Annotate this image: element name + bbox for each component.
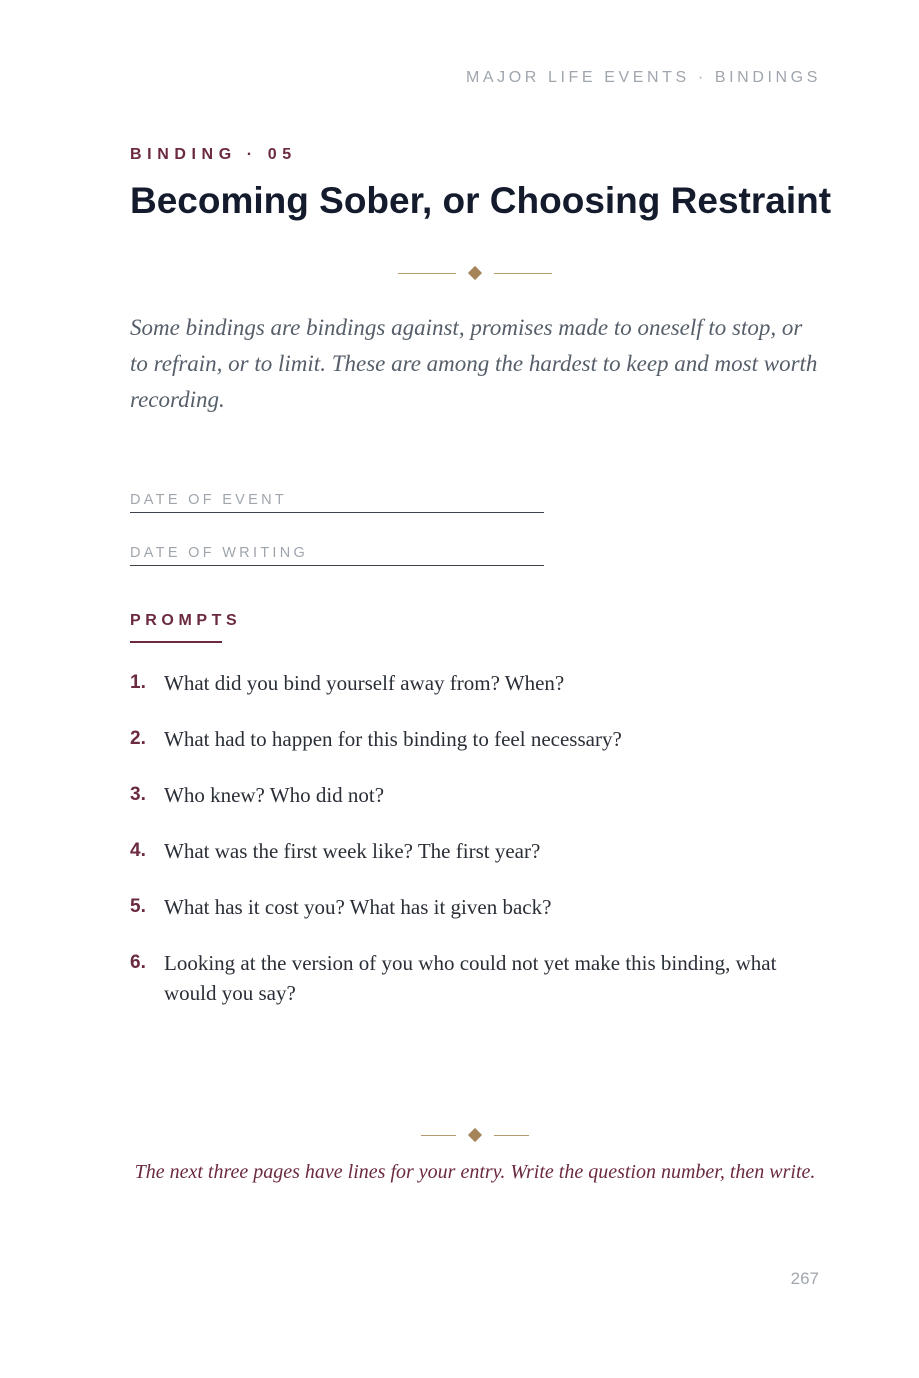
prompt-text: What was the first week like? The first year? [164,839,541,863]
prompt-item [130,892,820,922]
prompt-number: 3. [130,784,146,805]
date-of-writing-field[interactable] [130,543,544,566]
prompt-text: What has it cost you? What has it given back? [164,895,552,919]
ornament-line-right [494,1135,529,1136]
binding-eyebrow: BINDING · 05 [130,146,297,163]
prompt-item [130,836,820,866]
prompt-item [130,780,820,810]
prompt-number: 4. [130,840,146,861]
date-of-event-label: DATE OF EVENT [130,492,288,508]
prompt-text: What did you bind yourself away from? When? [164,671,565,695]
prompt-text: Looking at the version of you who could not yet make this binding, what would you say? [164,951,777,1005]
prompt-item [130,668,820,698]
prompt-number: 5. [130,896,146,917]
diamond-icon [468,266,482,280]
page-title: Becoming Sober, or Choosing Restraint [130,180,832,221]
ornament-line-right [494,273,552,274]
ornament-line-left [421,1135,456,1136]
diamond-icon [468,1128,482,1142]
prompt-item [130,724,820,754]
prompt-list [130,668,820,1034]
prompt-number: 2. [130,728,146,749]
ornament-divider-bottom [130,1126,820,1146]
prompt-text: What had to happen for this binding to feel necessary? [164,727,622,751]
date-of-writing-label: DATE OF WRITING [130,545,309,561]
intro-paragraph: Some bindings are bindings against, promises made to oneself to stop, or to refrain, or to limit. These are among the hardest to keep and most worth recording. [130,315,818,412]
prompt-number: 6. [130,952,146,973]
prompt-text: Who knew? Who did not? [164,783,385,807]
date-of-event-field[interactable] [130,490,544,513]
footer-note: The next three pages have lines for your entry. Write the question number, then write. [134,1161,816,1183]
prompt-number: 1. [130,672,146,693]
prompts-heading: PROMPTS [130,612,242,629]
running-header: MAJOR LIFE EVENTS · BINDINGS [465,69,821,86]
prompts-underline [130,641,222,643]
prompt-item [130,948,820,1008]
ornament-line-left [398,273,456,274]
page-number: 267 [790,1269,819,1288]
ornament-divider-top [130,264,820,284]
